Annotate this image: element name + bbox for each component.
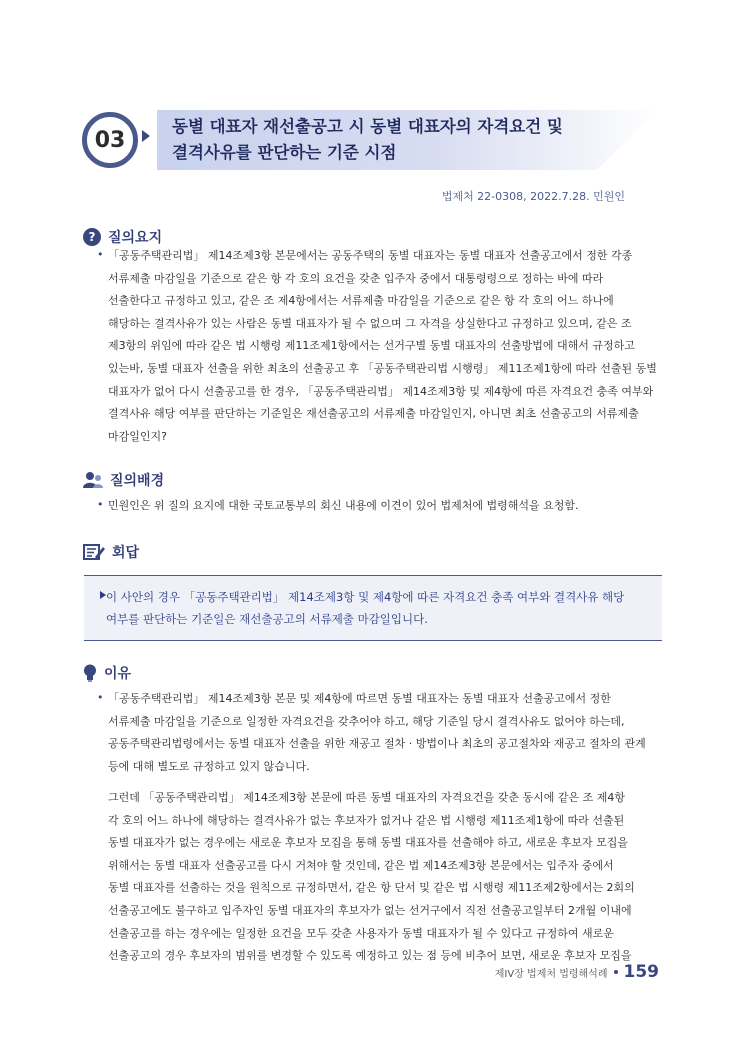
text-line: 해당하는 결격사유가 있는 사람은 동별 대표자가 될 수 없으며 그 자격을 상실한다고 규정하고 있으며, 같은 조 xyxy=(108,316,632,330)
separator-dot xyxy=(614,970,618,974)
article-title-line1: 동별 대표자 재선출공고 시 동별 대표자의 자격요건 및 xyxy=(172,117,563,136)
question-mark-icon: ? xyxy=(83,228,101,246)
background-heading-text: 질의배경 xyxy=(110,473,165,489)
text-line: 각 호의 어느 하나에 해당하는 결격사유가 없는 후보자가 없거나 같은 법 시행령 제11조제1항에 따라 선출된 xyxy=(108,813,625,827)
lightbulb-icon xyxy=(83,664,97,682)
text-line: 선출공고를 하는 경우에는 일정한 요건을 모두 갖춘 사용자가 동별 대표자가 될 수 있다고 규정하여 새로운 xyxy=(108,926,614,940)
text-line: 위해서는 동별 대표자 선출공고를 다시 거쳐야 할 것인데, 같은 법 제14조제3항 본문에서는 입주자 중에서 xyxy=(108,858,614,872)
arrow-right-icon xyxy=(142,130,150,142)
answer-heading-text: 회답 xyxy=(112,545,140,561)
text-line: 동별 대표자를 선출하는 것을 원칙으로 규정하면서, 같은 항 단서 및 같은 법 시행령 제11조제2항에서는 2회의 xyxy=(108,881,635,895)
answer-text xyxy=(98,586,653,630)
source-citation: 법제처 22-0308, 2022.7.28. 민원인 xyxy=(441,190,625,203)
text-line: 서류제출 마감일을 기준으로 같은 항 각 호의 요건을 갖춘 입주자 중에서 대통령령으로 정하는 바에 따라 xyxy=(108,271,604,285)
page-footer xyxy=(495,962,659,982)
chapter-label: 제IV장 법제처 법령해석례 xyxy=(494,968,608,980)
text-line: 등에 대해 별도로 규정하고 있지 않습니다. xyxy=(108,759,310,773)
text-line: 동별 대표자가 없는 경우에는 새로운 후보자 모집을 통해 동별 대표자를 선출해야 하고, 새로운 후보자 모집을 xyxy=(108,836,628,850)
text-line: 있는바, 동별 대표자 선출을 위한 최초의 선출공고 후 「공동주택관리법 시행령」 제11조제1항에 따라 선출된 동별 xyxy=(108,361,657,375)
article-header xyxy=(82,108,662,172)
text-line: 선출한다고 규정하고 있고, 같은 조 제4항에서는 서류제출 마감일을 기준으로 같은 항 각 호의 어느 하나에 xyxy=(108,294,614,308)
reason-heading-text: 이유 xyxy=(104,666,132,682)
question-paragraph xyxy=(108,245,663,448)
answer-box xyxy=(84,575,662,641)
page-number: 159 xyxy=(623,962,659,982)
background-section-heading xyxy=(83,470,164,490)
answer-section-heading xyxy=(83,542,139,562)
reason-paragraph-2 xyxy=(108,787,663,968)
reason-paragraph-1 xyxy=(108,688,663,778)
bullet-icon: • xyxy=(97,248,104,261)
text-line: 제3항의 위임에 따라 같은 법 시행령 제11조제1항에서는 선거구별 동별 대표자의 선출방법에 대해서 규정하고 xyxy=(108,339,635,353)
memo-pencil-icon xyxy=(83,543,105,561)
article-title xyxy=(172,114,642,166)
text-line: 이 사안의 경우 「공동주택관리법」 제14조제3항 및 제4항에 따른 자격요건 충족 여부와 결격사유 해당 xyxy=(106,590,625,604)
bullet-icon: • xyxy=(97,498,104,511)
text-line: 선출공고의 경우 후보자의 범위를 변경할 수 있도록 예정하고 있는 점 등에 비추어 보면, 새로운 후보자 모집을 xyxy=(108,949,632,963)
text-line: 마감일인지? xyxy=(108,429,167,443)
triangle-right-icon xyxy=(100,591,106,599)
text-line: 여부를 판단하는 기준일은 재선출공고의 서류제출 마감일입니다. xyxy=(106,612,428,626)
text-line: 민원인은 위 질의 요지에 대한 국토교통부의 회신 내용에 이견이 있어 법제처에 법령해석을 요청함. xyxy=(108,499,579,512)
bullet-icon: • xyxy=(97,691,104,704)
text-line: 「공동주택관리법」 제14조제3항 본문에서는 공동주택의 동별 대표자는 동별 대표자 선출공고에서 정한 각종 xyxy=(108,249,633,262)
text-line: 대표자가 없어 다시 선출공고를 한 경우, 「공동주택관리법」 제14조제3항 및 제4항에 따른 자격요건 충족 여부와 xyxy=(108,384,654,398)
text-line: 결격사유 해당 여부를 판단하는 기준일은 재선출공고의 서류제출 마감일인지, 아니면 최초 선출공고의 서류제출 xyxy=(108,407,639,421)
text-line: 「공동주택관리법」 제14조제3항 본문 및 제4항에 따르면 동별 대표자는 동별 대표자 선출공고에서 정한 xyxy=(108,692,611,705)
question-heading-text: 질의요지 xyxy=(108,230,163,246)
reason-section-heading xyxy=(83,663,131,683)
text-line: 서류제출 마감일을 기준으로 일정한 자격요건을 갖추어야 하고, 해당 기준일 당시 결격사유도 없어야 하는데, xyxy=(108,714,625,728)
background-paragraph xyxy=(108,495,663,518)
question-section-heading xyxy=(83,227,162,247)
people-icon xyxy=(83,471,103,489)
article-number-badge: 03 xyxy=(82,112,138,168)
article-title-line2: 결격사유를 판단하는 기준 시점 xyxy=(172,143,397,162)
text-line: 공동주택관리법령에서는 동별 대표자 선출을 위한 재공고 절차 · 방법이나 최초의 공고절차와 재공고 절차의 관계 xyxy=(108,737,646,751)
text-line: 그런데 「공동주택관리법」 제14조제3항 본문에 따른 동별 대표자의 자격요건을 갖춘 동시에 같은 조 제4항 xyxy=(108,791,625,804)
text-line: 선출공고에도 불구하고 입주자인 동별 대표자의 후보자가 없는 선거구에서 직전 선출공고일부터 2개월 이내에 xyxy=(108,903,632,917)
